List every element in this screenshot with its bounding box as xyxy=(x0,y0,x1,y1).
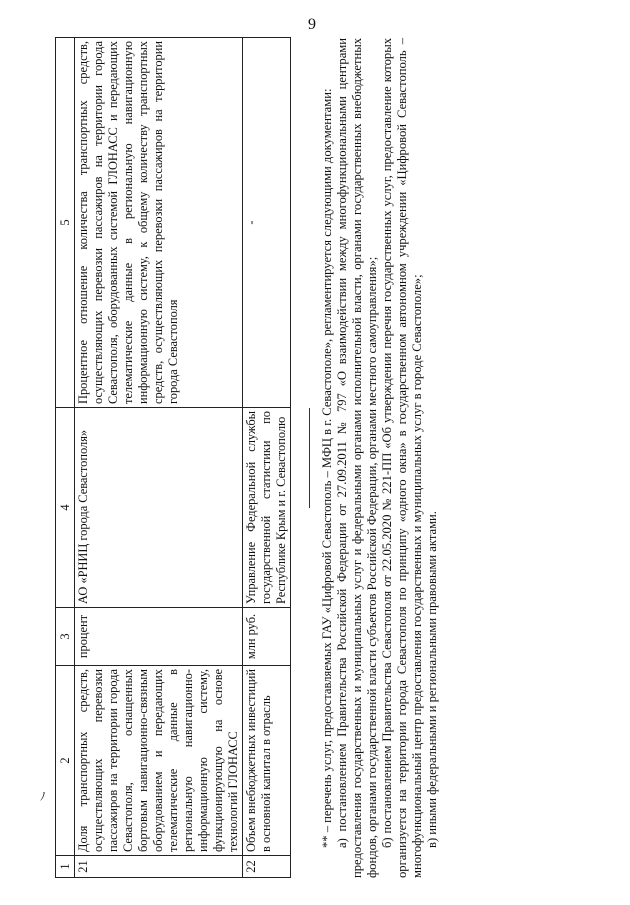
footnote-item-b: б) постановлением Правительства Севастополя от 22.05.2020 № 221-ПП «Об утверждении перечня государственных услуг, предоставление которых организуется на территории города Севастополя по принципу «одного окна» в государственном автономном учреждении «Цифровой Севастополь – многофункциональный центр предоставления государственных и муниципальных услуг в городе Севастополе»; xyxy=(380,38,424,878)
indicator-method: Процентное отношение количества транспортных средств, осуществляющих перевозки пассажиров на территории города Севастополя, оборудованных системой ГЛОНАСС и передающих телематические данные в региональную навигационную информационную систему, к общему количеству транспортных средств, осуществляющих перевозки пассажиров на территории города Севастополя xyxy=(75,38,243,408)
table-row xyxy=(75,38,243,878)
page-number: 9 xyxy=(308,16,316,33)
footnote-block xyxy=(320,38,440,878)
footnote-item-a: а) постановлением Правительства Российской Федерации от 27.09.2011 № 797 «О взаимодействии между многофункциональными центрами предоставления государственных и муниципальных услуг и федеральными органами исполнительной власти, органами государственных внебюджетных фондов, органами государственной власти субъектов Российской Федерации, органами местного самоуправления»; xyxy=(335,38,379,878)
table-header-row xyxy=(56,38,75,878)
indicator-name: Объем внебюджетных инвестиций в основной капитал в отрасль xyxy=(243,666,291,856)
header-col-4: 4 xyxy=(56,408,75,608)
indicators-table xyxy=(55,37,291,878)
indicator-unit: млн руб. xyxy=(243,608,291,666)
header-col-5: 5 xyxy=(56,38,75,408)
margin-mark: ﾉ xyxy=(40,791,46,803)
header-col-2: 2 xyxy=(56,666,75,856)
indicator-unit: процент xyxy=(75,608,243,666)
table-row xyxy=(243,38,291,878)
row-number: 21 xyxy=(75,856,243,878)
footnote-intro: ** – перечень услуг, предоставляемых ГАУ «Цифровой Севастополь – МФЦ в г. Севастополе», регламентируется следующими документами: xyxy=(320,88,334,848)
header-col-1: 1 xyxy=(56,856,75,878)
indicator-name: Доля транспортных средств, осуществляющих перевозки пассажиров на территории города Севастополя, оснащенных бортовым навигационно-связным оборудованием и передающих телематические данные в региональную навигационно-информационную систему, функционирующую на основе технологий ГЛОНАСС xyxy=(75,666,243,856)
footnote-item-c: в) иными федеральными и региональными правовыми актами. xyxy=(425,511,439,848)
indicator-source: АО «РНИЦ города Севастополя» xyxy=(75,408,243,608)
indicator-method: - xyxy=(243,38,291,408)
indicator-source: Управление Федеральной службы государственной статистики по Республике Крым и г. Севастополю xyxy=(243,408,291,608)
row-number: 22 xyxy=(243,856,291,878)
header-col-3: 3 xyxy=(56,608,75,666)
footnote-separator xyxy=(309,408,310,508)
rotated-page-content xyxy=(55,38,575,878)
